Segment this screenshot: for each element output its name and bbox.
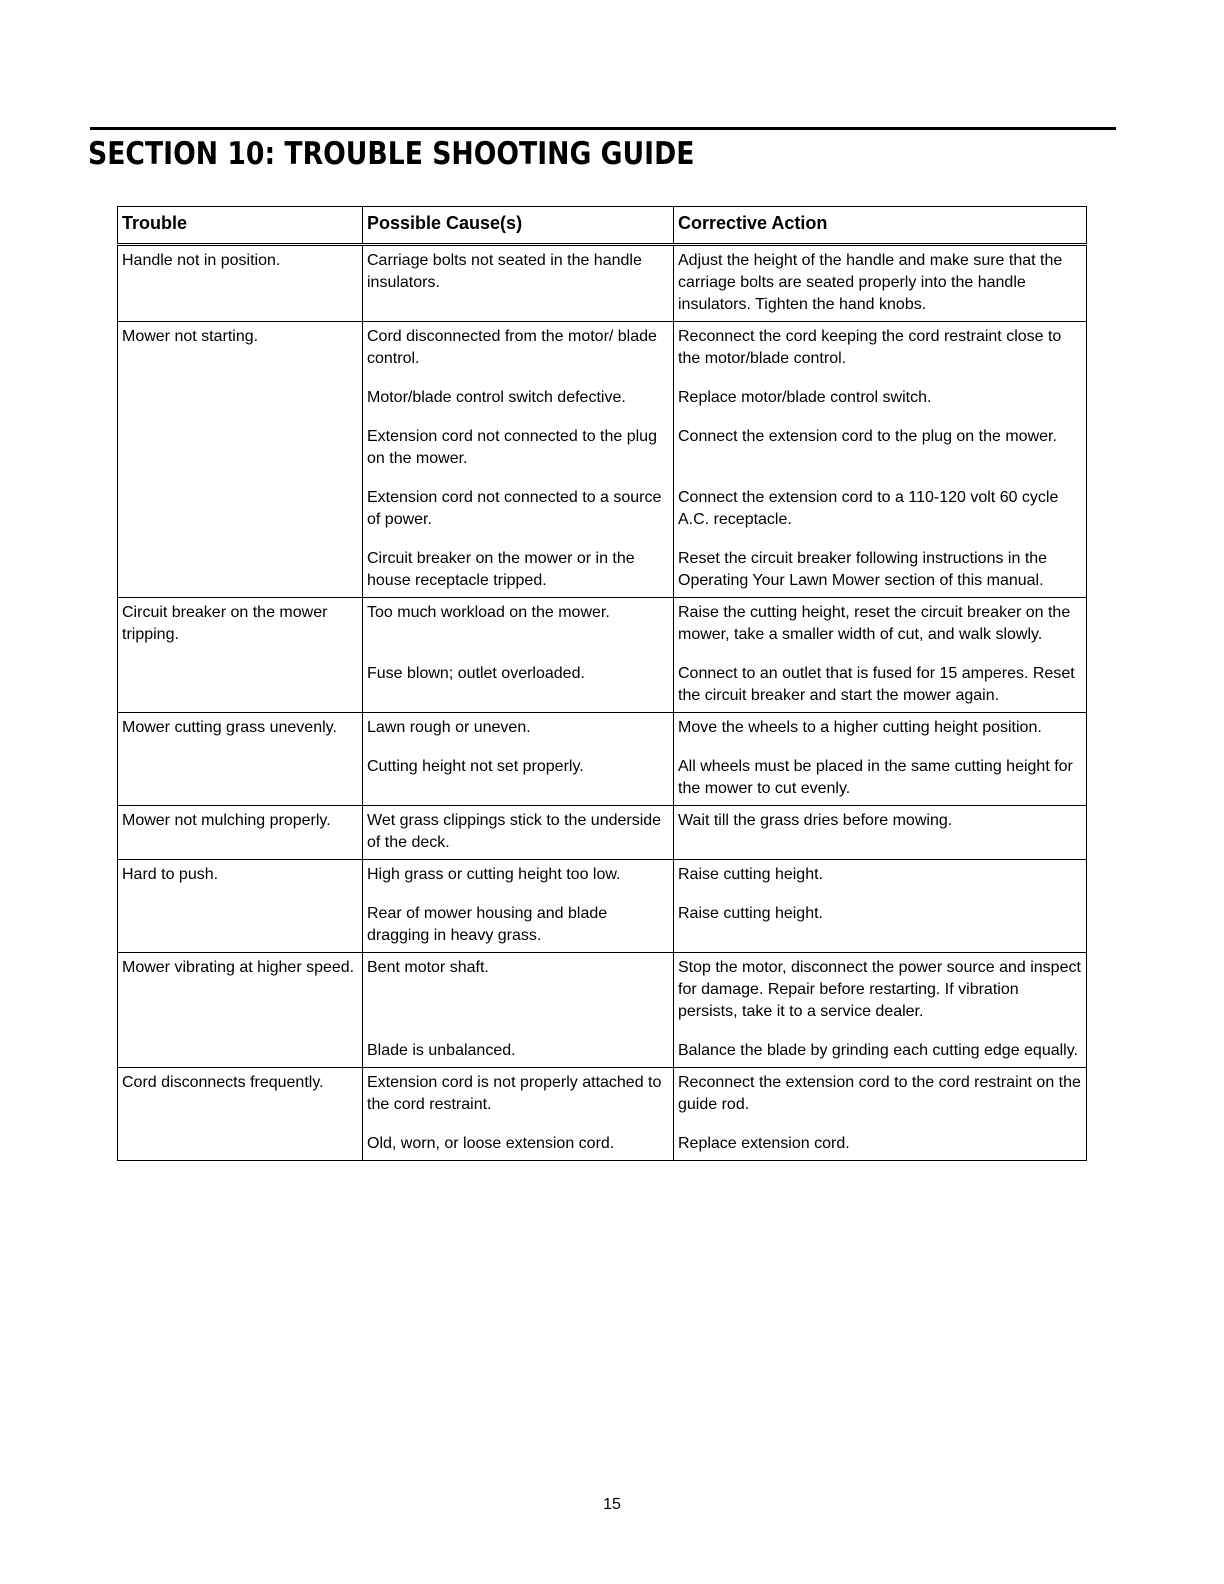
action-cell: Reconnect the extension cord to the cord restraint on the guide rod. [674, 1068, 1087, 1117]
trouble-cell: Mower not starting. [118, 322, 363, 371]
trouble-cell [118, 531, 363, 598]
table-row [118, 1116, 1087, 1161]
cause-cell: Carriage bolts not seated in the handle insulators. [363, 245, 674, 322]
cause-cell: High grass or cutting height too low. [363, 860, 674, 887]
action-cell: Wait till the grass dries before mowing. [674, 806, 1087, 860]
troubleshooting-table [117, 206, 1087, 1161]
table-row [118, 370, 1087, 409]
table-row [118, 598, 1087, 647]
trouble-cell [118, 1116, 363, 1161]
action-cell: Stop the motor, disconnect the power source and inspect for damage. Repair before restarting. If vibration persists, take it to a service dealer. [674, 953, 1087, 1024]
page-number: 15 [603, 1496, 621, 1513]
trouble-cell: Mower not mulching properly. [118, 806, 363, 860]
header-corrective-action: Corrective Action [674, 207, 1087, 245]
trouble-cell: Mower cutting grass unevenly. [118, 713, 363, 740]
trouble-cell: Cord disconnects frequently. [118, 1068, 363, 1117]
trouble-cell: Handle not in position. [118, 245, 363, 322]
cause-cell: Cutting height not set properly. [363, 739, 674, 806]
cause-cell: Rear of mower housing and blade dragging in heavy grass. [363, 886, 674, 953]
table-row [118, 409, 1087, 470]
trouble-cell [118, 886, 363, 953]
action-cell: Adjust the height of the handle and make sure that the carriage bolts are seated properly into the handle insulators. Tighten the hand knobs. [674, 245, 1087, 322]
top-rule [90, 127, 1116, 130]
table-row [118, 322, 1087, 371]
trouble-cell [118, 409, 363, 470]
trouble-cell: Mower vibrating at higher speed. [118, 953, 363, 1024]
trouble-cell [118, 470, 363, 531]
cause-cell: Circuit breaker on the mower or in the house receptacle tripped. [363, 531, 674, 598]
table-row [118, 953, 1087, 1024]
cause-cell: Lawn rough or uneven. [363, 713, 674, 740]
table-row [118, 739, 1087, 806]
header-possible-causes: Possible Cause(s) [363, 207, 674, 245]
table-row [118, 860, 1087, 887]
cause-cell: Old, worn, or loose extension cord. [363, 1116, 674, 1161]
cause-cell: Too much workload on the mower. [363, 598, 674, 647]
table-row [118, 245, 1087, 322]
trouble-cell: Hard to push. [118, 860, 363, 887]
cause-cell: Wet grass clippings stick to the underside of the deck. [363, 806, 674, 860]
action-cell: Reconnect the cord keeping the cord restraint close to the motor/blade control. [674, 322, 1087, 371]
action-cell: All wheels must be placed in the same cutting height for the mower to cut evenly. [674, 739, 1087, 806]
trouble-cell [118, 1023, 363, 1068]
section-title: SECTION 10: TROUBLE SHOOTING GUIDE [88, 136, 695, 172]
action-cell: Connect to an outlet that is fused for 15 amperes. Reset the circuit breaker and start the mower again. [674, 646, 1087, 713]
table-row [118, 1068, 1087, 1117]
action-cell: Move the wheels to a higher cutting height position. [674, 713, 1087, 740]
action-cell: Reset the circuit breaker following instructions in the Operating Your Lawn Mower section of this manual. [674, 531, 1087, 598]
trouble-cell [118, 739, 363, 806]
cause-cell: Blade is unbalanced. [363, 1023, 674, 1068]
action-cell: Connect the extension cord to the plug on the mower. [674, 409, 1087, 470]
action-cell: Replace motor/blade control switch. [674, 370, 1087, 409]
cause-cell: Extension cord not connected to a source of power. [363, 470, 674, 531]
table-row [118, 646, 1087, 713]
cause-cell: Fuse blown; outlet overloaded. [363, 646, 674, 713]
table-row [118, 886, 1087, 953]
trouble-cell [118, 370, 363, 409]
table-header-row [118, 207, 1087, 245]
action-cell: Raise cutting height. [674, 860, 1087, 887]
trouble-cell: Circuit breaker on the mower tripping. [118, 598, 363, 647]
table-row [118, 1023, 1087, 1068]
action-cell: Raise cutting height. [674, 886, 1087, 953]
table-row [118, 531, 1087, 598]
table-row [118, 470, 1087, 531]
action-cell: Raise the cutting height, reset the circuit breaker on the mower, take a smaller width of cut, and walk slowly. [674, 598, 1087, 647]
cause-cell: Extension cord not connected to the plug on the mower. [363, 409, 674, 470]
cause-cell: Cord disconnected from the motor/ blade control. [363, 322, 674, 371]
cause-cell: Motor/blade control switch defective. [363, 370, 674, 409]
action-cell: Replace extension cord. [674, 1116, 1087, 1161]
header-trouble: Trouble [118, 207, 363, 245]
cause-cell: Bent motor shaft. [363, 953, 674, 1024]
action-cell: Connect the extension cord to a 110-120 volt 60 cycle A.C. receptacle. [674, 470, 1087, 531]
table-row [118, 806, 1087, 860]
table-row [118, 713, 1087, 740]
action-cell: Balance the blade by grinding each cutting edge equally. [674, 1023, 1087, 1068]
cause-cell: Extension cord is not properly attached to the cord restraint. [363, 1068, 674, 1117]
trouble-cell [118, 646, 363, 713]
